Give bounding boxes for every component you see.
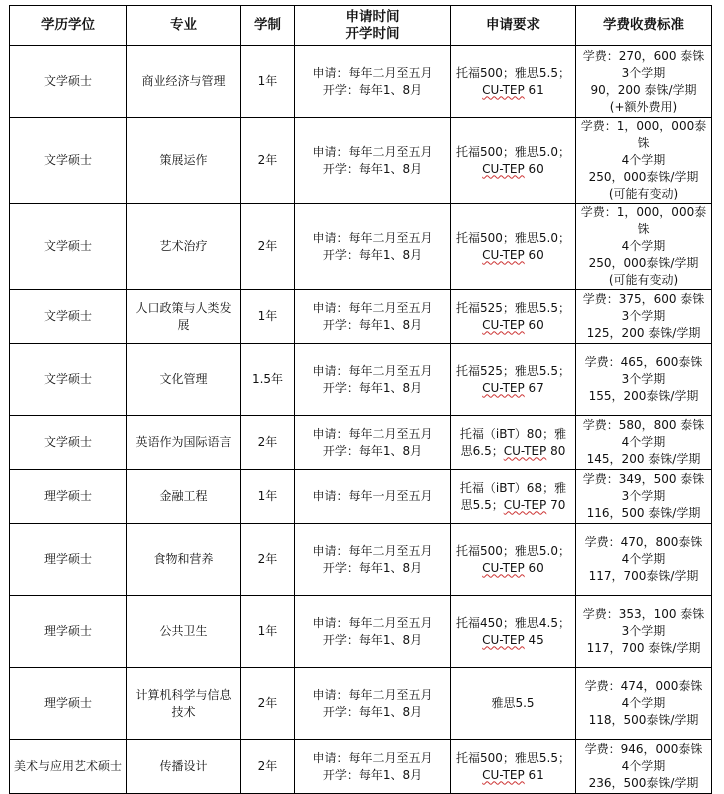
- cell-degree: 文学硕士: [10, 118, 127, 204]
- table-row: [10, 524, 712, 596]
- cutep-score: 60: [524, 247, 544, 262]
- cutep-label: CU-TEP: [482, 560, 525, 575]
- header-degree: 学历学位: [10, 6, 127, 46]
- cell-fees: [576, 290, 712, 344]
- fee-per-semester: 117，700 泰铢/学期: [586, 641, 701, 655]
- cutep-label: CU-TEP: [482, 380, 525, 395]
- fee-per-semester: 155，200泰铢/学期: [588, 389, 699, 403]
- cell-major: 文化管理: [127, 344, 241, 416]
- cutep-score: 60: [524, 317, 544, 332]
- start-period: 开学：每年1、8月: [322, 380, 423, 395]
- start-period: 开学：每年1、8月: [322, 704, 423, 719]
- cell-degree: 理学硕士: [10, 524, 127, 596]
- program-table: [9, 5, 712, 794]
- apply-period: 申请：每年二月至五月: [312, 65, 433, 80]
- requirement-scores: 托福（iBT）68；雅思5.5；: [459, 480, 567, 512]
- fee-note: (可能有变动): [608, 273, 679, 287]
- cutep-score: 45: [524, 632, 544, 647]
- cell-fees: [576, 204, 712, 290]
- fee-semesters: 3个学期: [621, 65, 666, 80]
- table-row: [10, 46, 712, 118]
- cell-duration: 1年: [241, 46, 295, 118]
- fee-total: 学费：470，800泰铢: [584, 535, 703, 549]
- cell-duration: 2年: [241, 416, 295, 470]
- cell-fees: [576, 118, 712, 204]
- cell-fees: [576, 416, 712, 470]
- cell-requirements: [451, 290, 576, 344]
- apply-period: 申请：每年二月至五月: [312, 230, 433, 245]
- start-period: 开学：每年1、8月: [322, 632, 423, 647]
- start-period: 开学：每年1、8月: [322, 560, 423, 575]
- cutep-score: 60: [524, 560, 544, 575]
- table-row: [10, 596, 712, 668]
- cell-major: 人口政策与人类发展: [127, 290, 241, 344]
- cutep-label: CU-TEP: [482, 82, 525, 97]
- apply-period: 申请：每年二月至五月: [312, 144, 433, 159]
- cell-requirements: [451, 344, 576, 416]
- cell-degree: 文学硕士: [10, 46, 127, 118]
- table-body: [10, 46, 712, 794]
- start-period: 开学：每年1、8月: [322, 161, 423, 176]
- cell-time: [295, 344, 451, 416]
- fee-total: 学费：580，800 泰铢: [582, 418, 705, 432]
- cutep-label: CU-TEP: [482, 632, 525, 647]
- header-time-start: 开学时间: [345, 25, 400, 42]
- cutep-score: 61: [524, 82, 544, 97]
- cell-time: [295, 118, 451, 204]
- fee-total: 学费：375，600 泰铢: [582, 292, 705, 306]
- cell-time: [295, 524, 451, 596]
- cutep-label: CU-TEP: [482, 767, 525, 782]
- table-row: [10, 740, 712, 794]
- cell-degree: 文学硕士: [10, 344, 127, 416]
- fee-total: 学费：270，600 泰铢: [582, 48, 705, 63]
- requirement-scores: 托福500；雅思5.0；: [456, 543, 570, 558]
- cell-duration: 2年: [241, 524, 295, 596]
- requirement-scores: 托福450；雅思4.5；: [456, 615, 570, 630]
- fee-note: (可能有变动): [608, 187, 679, 201]
- start-period: 开学：每年1、8月: [322, 443, 423, 458]
- cell-duration: 1年: [241, 596, 295, 668]
- requirement-scores: 托福（iBT）80；雅思6.5；: [459, 426, 567, 458]
- fee-note: (+额外费用): [609, 99, 678, 114]
- table-row: [10, 290, 712, 344]
- fee-semesters: 4个学期: [621, 696, 666, 710]
- cell-time: [295, 46, 451, 118]
- fee-per-semester: 117，700泰铢/学期: [588, 569, 699, 583]
- cell-duration: 2年: [241, 740, 295, 794]
- cutep-score: 60: [524, 161, 544, 176]
- fee-per-semester: 145，200 泰铢/学期: [586, 452, 701, 466]
- cell-major: 传播设计: [127, 740, 241, 794]
- cell-time: [295, 204, 451, 290]
- apply-period: 申请：每年二月至五月: [312, 426, 433, 441]
- cell-requirements: [451, 524, 576, 596]
- cell-major: 计算机科学与信息技术: [127, 668, 241, 740]
- cell-time: [295, 740, 451, 794]
- requirement-scores: 托福500；雅思5.0；: [456, 230, 570, 245]
- cutep-score: 70: [546, 497, 566, 512]
- header-major: 专业: [127, 6, 241, 46]
- start-period: 开学：每年1、8月: [322, 82, 423, 97]
- start-period: 开学：每年1、8月: [322, 317, 423, 332]
- header-requirements: 申请要求: [451, 6, 576, 46]
- cutep-label: CU-TEP: [503, 443, 547, 458]
- fee-semesters: 3个学期: [621, 372, 666, 386]
- cell-degree: 美术与应用艺术硕士: [10, 740, 127, 794]
- cutep-score: 61: [524, 767, 544, 782]
- cell-requirements: [451, 470, 576, 524]
- requirement-scores: 雅思5.5: [491, 696, 535, 710]
- header-time: [295, 6, 451, 46]
- fee-total: 学费：1，000，000泰铢: [580, 205, 707, 236]
- table-row: [10, 470, 712, 524]
- header-duration: 学制: [241, 6, 295, 46]
- start-period: 开学：每年1、8月: [322, 767, 423, 782]
- table-row: [10, 344, 712, 416]
- requirement-scores: 托福500；雅思5.5；: [456, 65, 570, 80]
- cutep-label: CU-TEP: [482, 317, 525, 332]
- apply-period: 申请：每年一月至五月: [312, 489, 433, 503]
- cell-duration: 2年: [241, 118, 295, 204]
- fee-total: 学费：1，000，000泰铢: [580, 119, 707, 150]
- fee-total: 学费：946，000泰铢: [584, 742, 703, 756]
- cell-degree: 理学硕士: [10, 596, 127, 668]
- requirement-scores: 托福500；雅思5.0；: [456, 144, 570, 159]
- fee-per-semester: 90，200 泰铢/学期: [590, 82, 697, 97]
- fee-total: 学费：349，500 泰铢: [582, 472, 705, 486]
- apply-period: 申请：每年二月至五月: [312, 615, 433, 630]
- fee-total: 学费：465，600泰铢: [584, 355, 703, 369]
- fee-semesters: 4个学期: [621, 759, 666, 773]
- cell-major: 食物和营养: [127, 524, 241, 596]
- fee-semesters: 4个学期: [621, 153, 666, 167]
- cell-time: [295, 290, 451, 344]
- fee-per-semester: 250，000泰铢/学期: [588, 170, 699, 184]
- fee-semesters: 3个学期: [621, 489, 666, 503]
- apply-period: 申请：每年二月至五月: [312, 543, 433, 558]
- cell-major: 商业经济与管理: [127, 46, 241, 118]
- table-row: [10, 204, 712, 290]
- cell-fees: [576, 596, 712, 668]
- fee-per-semester: 125，200 泰铢/学期: [586, 326, 701, 340]
- requirement-scores: 托福500；雅思5.5；: [456, 750, 570, 765]
- cell-fees: [576, 470, 712, 524]
- cell-requirements: [451, 740, 576, 794]
- requirement-scores: 托福525；雅思5.5；: [456, 363, 570, 378]
- cell-time: [295, 596, 451, 668]
- program-table-wrapper: [9, 5, 712, 794]
- cell-degree: 文学硕士: [10, 204, 127, 290]
- table-row: [10, 668, 712, 740]
- cell-degree: 理学硕士: [10, 470, 127, 524]
- table-row: [10, 416, 712, 470]
- cell-duration: 1年: [241, 290, 295, 344]
- cell-degree: 文学硕士: [10, 290, 127, 344]
- start-period: 开学：每年1、8月: [322, 247, 423, 262]
- cell-requirements: [451, 46, 576, 118]
- fee-per-semester: 118，500泰铢/学期: [588, 713, 699, 727]
- cell-fees: [576, 344, 712, 416]
- cell-requirements: [451, 596, 576, 668]
- cutep-score: 67: [524, 380, 544, 395]
- cell-time: [295, 416, 451, 470]
- cell-fees: [576, 668, 712, 740]
- cell-requirements: [451, 118, 576, 204]
- cell-degree: 理学硕士: [10, 668, 127, 740]
- cutep-score: 80: [546, 443, 566, 458]
- fee-semesters: 4个学期: [621, 435, 666, 449]
- apply-period: 申请：每年二月至五月: [312, 363, 433, 378]
- cutep-label: CU-TEP: [482, 247, 525, 262]
- fee-semesters: 4个学期: [621, 552, 666, 566]
- apply-period: 申请：每年二月至五月: [312, 750, 433, 765]
- cell-duration: 2年: [241, 668, 295, 740]
- header-row: [10, 6, 712, 46]
- cell-requirements: [451, 416, 576, 470]
- cell-major: 艺术治疗: [127, 204, 241, 290]
- apply-period: 申请：每年二月至五月: [312, 687, 433, 702]
- cell-major: 英语作为国际语言: [127, 416, 241, 470]
- cell-fees: [576, 740, 712, 794]
- apply-period: 申请：每年二月至五月: [312, 300, 433, 315]
- cutep-label: CU-TEP: [503, 497, 547, 512]
- cell-duration: 1.5年: [241, 344, 295, 416]
- table-row: [10, 118, 712, 204]
- fee-semesters: 4个学期: [621, 239, 666, 253]
- cell-major: 金融工程: [127, 470, 241, 524]
- header-time-apply: 申请时间: [345, 8, 400, 25]
- cell-time: [295, 470, 451, 524]
- cell-fees: [576, 524, 712, 596]
- fee-semesters: 3个学期: [621, 624, 666, 638]
- fee-total: 学费：474，000泰铢: [584, 679, 703, 693]
- fee-per-semester: 116，500 泰铢/学期: [586, 506, 701, 520]
- cell-fees: [576, 46, 712, 118]
- fee-semesters: 3个学期: [621, 309, 666, 323]
- cell-time: [295, 668, 451, 740]
- cutep-label: CU-TEP: [482, 161, 525, 176]
- cell-requirements: [451, 204, 576, 290]
- cell-requirements: [451, 668, 576, 740]
- cell-duration: 1年: [241, 470, 295, 524]
- requirement-scores: 托福525；雅思5.5；: [456, 300, 570, 315]
- fee-per-semester: 236，500泰铢/学期: [588, 776, 699, 790]
- cell-duration: 2年: [241, 204, 295, 290]
- cell-degree: 文学硕士: [10, 416, 127, 470]
- cell-major: 策展运作: [127, 118, 241, 204]
- fee-per-semester: 250，000泰铢/学期: [588, 256, 699, 270]
- fee-total: 学费：353，100 泰铢: [582, 607, 705, 621]
- cell-major: 公共卫生: [127, 596, 241, 668]
- header-fees: 学费收费标准: [576, 6, 712, 46]
